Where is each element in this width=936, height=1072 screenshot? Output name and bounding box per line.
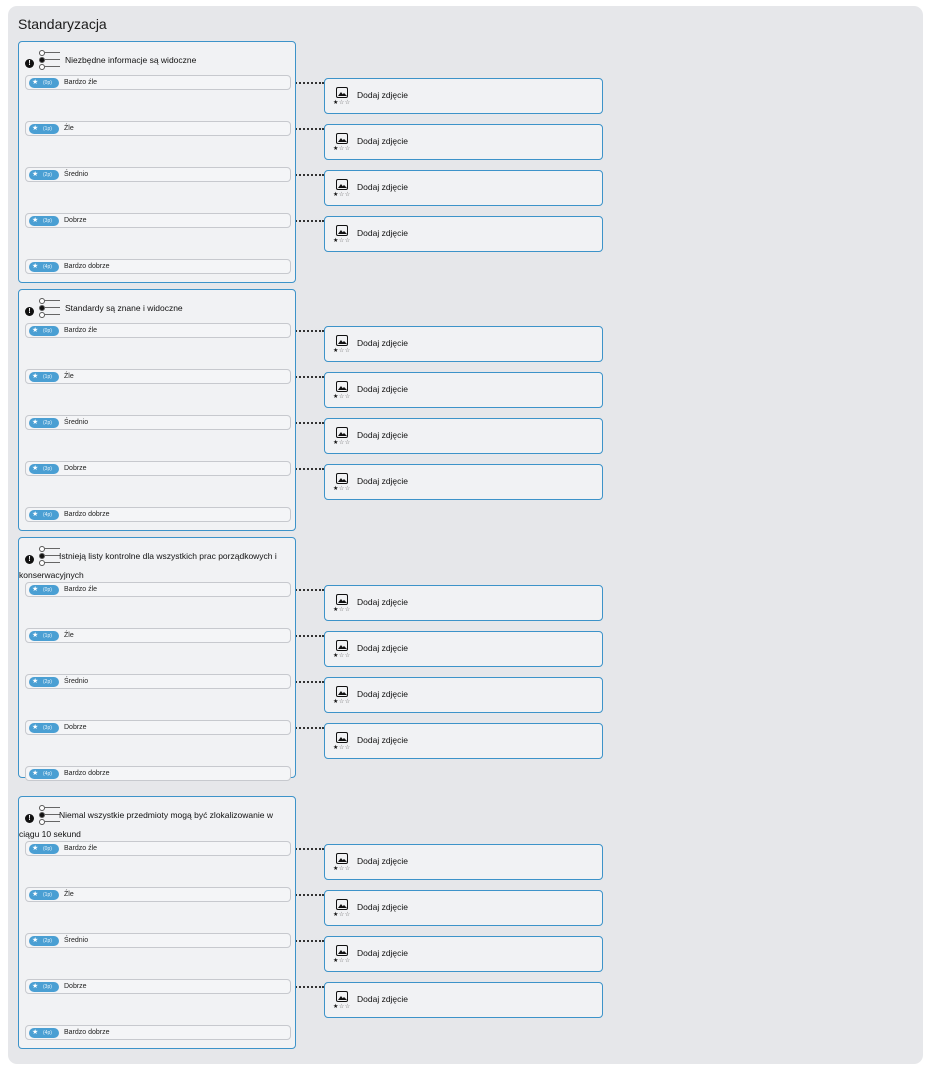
connector-line bbox=[292, 174, 324, 176]
answer-option[interactable] bbox=[25, 167, 291, 182]
image-icon bbox=[336, 473, 348, 484]
points-badge bbox=[29, 326, 59, 336]
connector-line bbox=[292, 635, 324, 637]
points-badge bbox=[29, 982, 59, 992]
points-value: (2p) bbox=[43, 172, 52, 178]
star-icon: ★ bbox=[32, 217, 39, 224]
add-photo-label: Dodaj zdjęcie bbox=[357, 384, 409, 394]
points-value: (4p) bbox=[43, 264, 52, 270]
star-icon: ★ bbox=[32, 1029, 39, 1036]
points-badge bbox=[29, 890, 59, 900]
question-card bbox=[18, 41, 296, 283]
star-rating-icon[interactable]: ★☆☆ bbox=[333, 486, 351, 492]
star-rating-icon[interactable]: ★☆☆ bbox=[333, 146, 351, 152]
points-value: (0p) bbox=[43, 80, 52, 86]
points-badge bbox=[29, 723, 59, 733]
add-photo-label: Dodaj zdjęcie bbox=[357, 182, 409, 192]
star-rating-icon[interactable]: ★☆☆ bbox=[333, 607, 351, 613]
answer-label: Bardzo źle bbox=[64, 327, 98, 334]
points-value: (4p) bbox=[43, 771, 52, 777]
points-value: (3p) bbox=[43, 218, 52, 224]
points-value: (0p) bbox=[43, 328, 52, 334]
add-photo-label: Dodaj zdjęcie bbox=[357, 902, 409, 912]
points-value: (4p) bbox=[43, 512, 52, 518]
exclamation-circle-icon: ! bbox=[25, 59, 34, 68]
answer-option[interactable] bbox=[25, 369, 291, 384]
points-badge bbox=[29, 631, 59, 641]
points-value: (1p) bbox=[43, 374, 52, 380]
answer-label: Źle bbox=[64, 125, 74, 132]
points-badge bbox=[29, 124, 59, 134]
connector-line bbox=[292, 848, 324, 850]
star-rating-icon[interactable]: ★☆☆ bbox=[333, 100, 351, 106]
answer-option[interactable] bbox=[25, 841, 291, 856]
image-icon bbox=[336, 853, 348, 864]
answer-option[interactable] bbox=[25, 461, 291, 476]
points-badge bbox=[29, 78, 59, 88]
answer-label: Dobrze bbox=[64, 983, 87, 990]
answer-label: Średnio bbox=[64, 937, 89, 944]
add-photo-label: Dodaj zdjęcie bbox=[357, 948, 409, 958]
points-value: (0p) bbox=[43, 587, 52, 593]
points-value: (3p) bbox=[43, 984, 52, 990]
answer-option[interactable] bbox=[25, 720, 291, 735]
add-photo-button[interactable] bbox=[324, 585, 603, 621]
star-rating-icon[interactable]: ★☆☆ bbox=[333, 745, 351, 751]
answer-label: Średnio bbox=[64, 171, 89, 178]
add-photo-label: Dodaj zdjęcie bbox=[357, 856, 409, 866]
star-icon: ★ bbox=[32, 419, 39, 426]
points-value: (1p) bbox=[43, 126, 52, 132]
exclamation-circle-icon: ! bbox=[25, 555, 34, 564]
answer-label: Bardzo dobrze bbox=[64, 263, 110, 270]
answer-label: Źle bbox=[64, 632, 74, 639]
answer-option[interactable] bbox=[25, 75, 291, 90]
answer-option[interactable] bbox=[25, 507, 291, 522]
star-rating-icon[interactable]: ★☆☆ bbox=[333, 866, 351, 872]
star-icon: ★ bbox=[32, 79, 39, 86]
add-photo-label: Dodaj zdjęcie bbox=[357, 735, 409, 745]
points-badge bbox=[29, 1028, 59, 1038]
star-icon: ★ bbox=[32, 632, 39, 639]
points-value: (1p) bbox=[43, 633, 52, 639]
points-badge bbox=[29, 585, 59, 595]
star-rating-icon[interactable]: ★☆☆ bbox=[333, 1004, 351, 1010]
add-photo-button[interactable] bbox=[324, 464, 603, 500]
page-title: Standaryzacja bbox=[18, 16, 107, 32]
star-rating-icon[interactable]: ★☆☆ bbox=[333, 653, 351, 659]
points-badge bbox=[29, 677, 59, 687]
star-rating-icon[interactable]: ★☆☆ bbox=[333, 238, 351, 244]
image-icon bbox=[336, 991, 348, 1002]
answer-label: Bardzo źle bbox=[64, 79, 98, 86]
answer-option[interactable] bbox=[25, 766, 291, 781]
add-photo-button[interactable] bbox=[324, 982, 603, 1018]
add-photo-label: Dodaj zdjęcie bbox=[357, 90, 409, 100]
answer-option[interactable] bbox=[25, 415, 291, 430]
image-icon bbox=[336, 87, 348, 98]
add-photo-button[interactable] bbox=[324, 936, 603, 972]
points-badge bbox=[29, 936, 59, 946]
add-photo-label: Dodaj zdjęcie bbox=[357, 228, 409, 238]
star-icon: ★ bbox=[32, 770, 39, 777]
answer-option[interactable] bbox=[25, 213, 291, 228]
star-rating-icon[interactable]: ★☆☆ bbox=[333, 699, 351, 705]
answer-option[interactable] bbox=[25, 979, 291, 994]
star-icon: ★ bbox=[32, 983, 39, 990]
add-photo-label: Dodaj zdjęcie bbox=[357, 136, 409, 146]
add-photo-label: Dodaj zdjęcie bbox=[357, 689, 409, 699]
image-icon bbox=[336, 732, 348, 743]
star-icon: ★ bbox=[32, 586, 39, 593]
connector-line bbox=[292, 681, 324, 683]
image-icon bbox=[336, 594, 348, 605]
image-icon bbox=[336, 899, 348, 910]
answer-option[interactable] bbox=[25, 121, 291, 136]
answer-option[interactable] bbox=[25, 628, 291, 643]
add-photo-label: Dodaj zdjęcie bbox=[357, 338, 409, 348]
sliders-icon[interactable] bbox=[39, 48, 61, 68]
answer-option[interactable] bbox=[25, 259, 291, 274]
points-badge bbox=[29, 372, 59, 382]
answer-option[interactable] bbox=[25, 933, 291, 948]
add-photo-button[interactable] bbox=[324, 844, 603, 880]
answer-label: Dobrze bbox=[64, 217, 87, 224]
points-value: (2p) bbox=[43, 679, 52, 685]
answer-option[interactable] bbox=[25, 1025, 291, 1040]
star-icon: ★ bbox=[32, 845, 39, 852]
add-photo-button[interactable] bbox=[324, 372, 603, 408]
connector-line bbox=[292, 128, 324, 130]
answer-label: Dobrze bbox=[64, 465, 87, 472]
points-badge bbox=[29, 262, 59, 272]
star-icon: ★ bbox=[32, 327, 39, 334]
star-icon: ★ bbox=[32, 678, 39, 685]
answer-label: Bardzo dobrze bbox=[64, 511, 110, 518]
exclamation-circle-icon: ! bbox=[25, 307, 34, 316]
answer-label: Średnio bbox=[64, 678, 89, 685]
answer-option[interactable] bbox=[25, 323, 291, 338]
star-rating-icon[interactable]: ★☆☆ bbox=[333, 958, 351, 964]
add-photo-label: Dodaj zdjęcie bbox=[357, 597, 409, 607]
answer-label: Źle bbox=[64, 891, 74, 898]
answer-label: Bardzo źle bbox=[64, 586, 98, 593]
points-value: (1p) bbox=[43, 892, 52, 898]
question-card bbox=[18, 796, 296, 1049]
connector-line bbox=[292, 727, 324, 729]
add-photo-button[interactable] bbox=[324, 78, 603, 114]
answer-label: Średnio bbox=[64, 419, 89, 426]
points-badge bbox=[29, 510, 59, 520]
connector-line bbox=[292, 220, 324, 222]
exclamation-circle-icon: ! bbox=[25, 814, 34, 823]
points-value: (0p) bbox=[43, 846, 52, 852]
star-icon: ★ bbox=[32, 724, 39, 731]
image-icon bbox=[336, 225, 348, 236]
star-rating-icon[interactable]: ★☆☆ bbox=[333, 440, 351, 446]
points-badge bbox=[29, 216, 59, 226]
image-icon bbox=[336, 335, 348, 346]
answer-label: Bardzo dobrze bbox=[64, 770, 110, 777]
add-photo-label: Dodaj zdjęcie bbox=[357, 643, 409, 653]
add-photo-label: Dodaj zdjęcie bbox=[357, 994, 409, 1004]
question-card bbox=[18, 289, 296, 531]
connector-line bbox=[292, 468, 324, 470]
add-photo-button[interactable] bbox=[324, 677, 603, 713]
image-icon bbox=[336, 179, 348, 190]
connector-line bbox=[292, 894, 324, 896]
points-badge bbox=[29, 170, 59, 180]
connector-line bbox=[292, 986, 324, 988]
add-photo-label: Dodaj zdjęcie bbox=[357, 430, 409, 440]
image-icon bbox=[336, 945, 348, 956]
star-rating-icon[interactable]: ★☆☆ bbox=[333, 192, 351, 198]
image-icon bbox=[336, 427, 348, 438]
answer-label: Dobrze bbox=[64, 724, 87, 731]
image-icon bbox=[336, 133, 348, 144]
points-value: (2p) bbox=[43, 420, 52, 426]
question-text: Standardy są znane i widoczne bbox=[65, 303, 183, 313]
question-text: Niemal wszystkie przedmioty mogą być zlokalizowanie w ciągu 10 sekund bbox=[19, 810, 273, 839]
sliders-icon[interactable] bbox=[39, 296, 61, 316]
image-icon bbox=[336, 381, 348, 392]
image-icon bbox=[336, 686, 348, 697]
star-rating-icon[interactable]: ★☆☆ bbox=[333, 348, 351, 354]
image-icon bbox=[336, 640, 348, 651]
points-value: (2p) bbox=[43, 938, 52, 944]
add-photo-button[interactable] bbox=[324, 124, 603, 160]
connector-line bbox=[292, 422, 324, 424]
star-icon: ★ bbox=[32, 171, 39, 178]
question-text: Niezbędne informacje są widoczne bbox=[65, 55, 197, 65]
connector-line bbox=[292, 330, 324, 332]
connector-line bbox=[292, 589, 324, 591]
star-icon: ★ bbox=[32, 937, 39, 944]
answer-option[interactable] bbox=[25, 887, 291, 902]
points-value: (3p) bbox=[43, 466, 52, 472]
question-text: Istnieją listy kontrolne dla wszystkich prac porządkowych i konserwacyjnych bbox=[19, 551, 277, 580]
connector-line bbox=[292, 376, 324, 378]
star-icon: ★ bbox=[32, 373, 39, 380]
points-badge bbox=[29, 464, 59, 474]
star-icon: ★ bbox=[32, 125, 39, 132]
star-icon: ★ bbox=[32, 891, 39, 898]
answer-option[interactable] bbox=[25, 582, 291, 597]
answer-label: Bardzo dobrze bbox=[64, 1029, 110, 1036]
connector-line bbox=[292, 82, 324, 84]
add-photo-label: Dodaj zdjęcie bbox=[357, 476, 409, 486]
points-badge bbox=[29, 418, 59, 428]
star-icon: ★ bbox=[32, 263, 39, 270]
points-badge bbox=[29, 844, 59, 854]
add-photo-button[interactable] bbox=[324, 890, 603, 926]
answer-label: Bardzo źle bbox=[64, 845, 98, 852]
star-icon: ★ bbox=[32, 465, 39, 472]
star-icon: ★ bbox=[32, 511, 39, 518]
star-rating-icon[interactable]: ★☆☆ bbox=[333, 394, 351, 400]
question-card bbox=[18, 537, 296, 778]
add-photo-button[interactable] bbox=[324, 170, 603, 206]
points-value: (3p) bbox=[43, 725, 52, 731]
connector-line bbox=[292, 940, 324, 942]
answer-option[interactable] bbox=[25, 674, 291, 689]
points-badge bbox=[29, 769, 59, 779]
answer-label: Źle bbox=[64, 373, 74, 380]
star-rating-icon[interactable]: ★☆☆ bbox=[333, 912, 351, 918]
add-photo-button[interactable] bbox=[324, 723, 603, 759]
points-value: (4p) bbox=[43, 1030, 52, 1036]
add-photo-button[interactable] bbox=[324, 418, 603, 454]
add-photo-button[interactable] bbox=[324, 631, 603, 667]
add-photo-button[interactable] bbox=[324, 326, 603, 362]
add-photo-button[interactable] bbox=[324, 216, 603, 252]
